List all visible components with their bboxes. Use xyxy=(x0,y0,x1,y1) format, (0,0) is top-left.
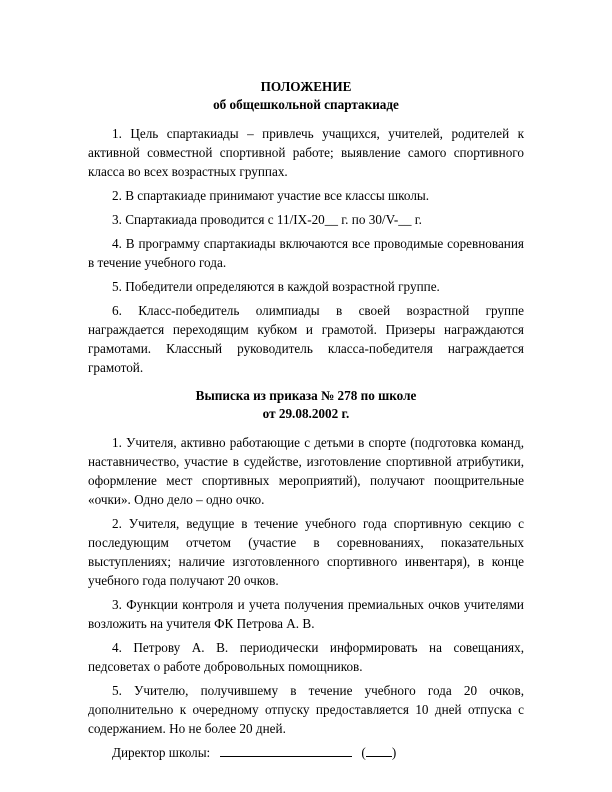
order-paragraph-4: 4. Петрову А. В. периодически информировать на совещаниях, педсоветах о работе добровольных помощников. xyxy=(88,640,524,674)
regulation-paragraph-3: 3. Спартакиада проводится с 11/IX-20__ г. по 30/V-__ г. xyxy=(112,212,422,227)
name-blank xyxy=(366,743,392,757)
order-paragraph-3: 3. Функции контроля и учета получения премиальных очков учителями возложить на учителя ФК Петрова А. В. xyxy=(88,597,524,631)
regulation-paragraph-1: 1. Цель спартакиады – привлечь учащихся, учителей, родителей к активной совместной спортивной работе; выявление самого спортивного класса во всех возрастных группах. xyxy=(88,126,524,179)
paren-open: ( xyxy=(361,745,366,760)
document-page xyxy=(88,78,524,762)
order-paragraph-1: 1. Учителя, активно работающие с детьми в спорте (подготовка команд, наставничество, участие в судействе, изготовление спортивной атрибутики, оформление мест спортивных мероприятий), получают поощрительные «очки». Одно дело – одно очко. xyxy=(88,435,524,507)
order-title: Выписка из приказа № 278 по школе xyxy=(195,388,417,403)
signature-line xyxy=(88,743,524,762)
signature-blank xyxy=(220,743,352,757)
signature-label: Директор школы: xyxy=(112,745,211,760)
paren-close: ) xyxy=(391,745,397,760)
regulation-paragraph-4: 4. В программу спартакиады включаются все проводимые соревнования в течение учебного года. xyxy=(88,236,524,270)
order-paragraph-2: 2. Учителя, ведущие в течение учебного года спортивную секцию с последующим отчетом (участие в соревнованиях, показательных выступлениях; наличие изготовленного спортивного инвентаря), в конце учебного года получают 20 очков. xyxy=(88,516,524,588)
regulation-paragraph-2: 2. В спартакиаде принимают участие все классы школы. xyxy=(112,188,430,203)
regulation-paragraph-6: 6. Класс-победитель олимпиады в своей возрастной группе награждается переходящим кубком и грамотой. Призеры награждаются грамотами. Классный руководитель класса-победителя награждается грамотой. xyxy=(88,303,524,375)
document-title: ПОЛОЖЕНИЕ xyxy=(260,79,352,94)
regulation-paragraph-5: 5. Победители определяются в каждой возрастной группе. xyxy=(112,279,440,294)
document-subtitle: об общешкольной спартакиаде xyxy=(213,97,399,112)
order-paragraph-5: 5. Учителю, получившему в течение учебного года 20 очков, дополнительно к очередному отпуску предоставляется 10 дней отпуска с содержанием. Но не более 20 дней. xyxy=(88,683,524,736)
order-date: от 29.08.2002 г. xyxy=(262,406,350,421)
